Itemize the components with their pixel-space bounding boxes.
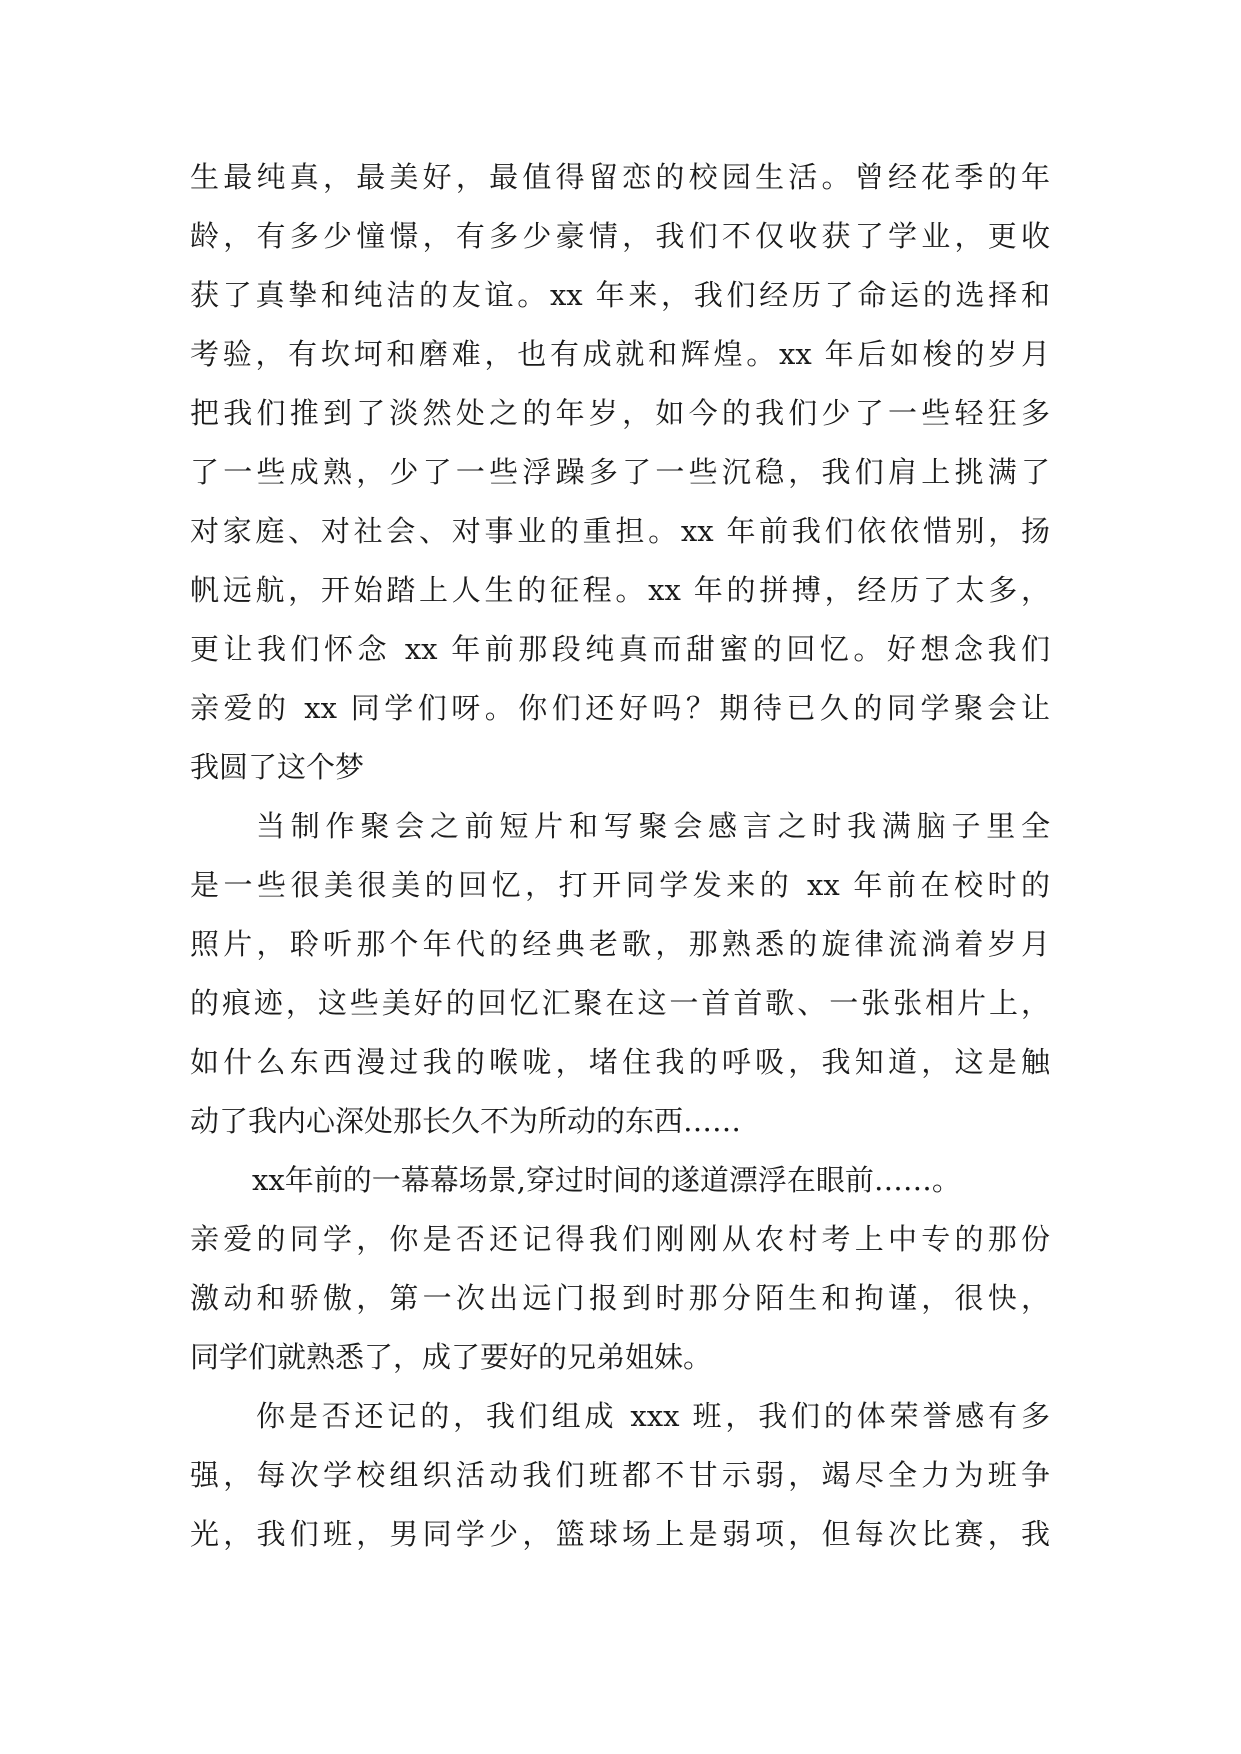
- paragraph-1-line-2: 龄，有多少憧憬，有多少豪情，我们不仅收获了学业，更收: [190, 219, 1050, 253]
- paragraph-3-line-3: 激动和骄傲，第一次出远门报到时那分陌生和拘谨，很快，: [190, 1281, 1050, 1315]
- paragraph-2-line-3: 照片，聆听那个年代的经典老歌，那熟悉的旋律流淌着岁月: [190, 927, 1050, 961]
- paragraph-3-line-2: 亲爱的同学，你是否还记得我们刚刚从农村考上中专的那份: [190, 1222, 1050, 1256]
- paragraph-1-line-9: 更让我们怀念 xx 年前那段纯真而甜蜜的回忆。好想念我们: [190, 632, 1050, 666]
- document-body: [190, 148, 1050, 1564]
- paragraph-1-line-4: 考验，有坎坷和磨难，也有成就和辉煌。xx 年后如梭的岁月: [190, 337, 1050, 371]
- paragraph-4-line-1: 你是否还记的，我们组成 xxx 班，我们的体荣誉感有多: [256, 1399, 1050, 1433]
- paragraph-1-line-8: 帆远航，开始踏上人生的征程。xx 年的拼搏，经历了太多，: [190, 573, 1050, 607]
- paragraph-2-line-2: 是一些很美很美的回忆，打开同学发来的 xx 年前在校时的: [190, 868, 1050, 902]
- paragraph-1-line-10: 亲爱的 xx 同学们呀。你们还好吗？期待已久的同学聚会让: [190, 691, 1050, 725]
- paragraph-1-line-5: 把我们推到了淡然处之的年岁，如今的我们少了一些轻狂多: [190, 396, 1050, 430]
- paragraph-1-line-11: 我圆了这个梦: [190, 750, 365, 784]
- paragraph-1-line-3: 获了真挚和纯洁的友谊。xx 年来，我们经历了命运的选择和: [190, 278, 1050, 312]
- paragraph-2-line-1: 当制作聚会之前短片和写聚会感言之时我满脑子里全: [256, 809, 1050, 843]
- paragraph-1-line-7: 对家庭、对社会、对事业的重担。xx 年前我们依依惜别，扬: [190, 514, 1050, 548]
- paragraph-2-line-6: 动了我内心深处那长久不为所动的东西……: [190, 1104, 742, 1138]
- paragraph-4-line-2: 强，每次学校组织活动我们班都不甘示弱，竭尽全力为班争: [190, 1458, 1050, 1492]
- paragraph-2-line-5: 如什么东西漫过我的喉咙，堵住我的呼吸，我知道，这是触: [190, 1045, 1050, 1079]
- paragraph-1-line-6: 了一些成熟，少了一些浮躁多了一些沉稳，我们肩上挑满了: [190, 455, 1050, 489]
- paragraph-3-line-1: xx年前的一幕幕场景,穿过时间的遂道漂浮在眼前……。: [252, 1163, 961, 1197]
- paragraph-4-line-3: 光，我们班，男同学少，篮球场上是弱项，但每次比赛，我: [190, 1517, 1050, 1551]
- paragraph-1-line-1: 生最纯真，最美好，最值得留恋的校园生活。曾经花季的年: [190, 160, 1050, 194]
- paragraph-3-line-4: 同学们就熟悉了，成了要好的兄弟姐妹。: [190, 1340, 713, 1374]
- paragraph-2-line-4: 的痕迹，这些美好的回忆汇聚在这一首首歌、一张张相片上，: [190, 986, 1050, 1020]
